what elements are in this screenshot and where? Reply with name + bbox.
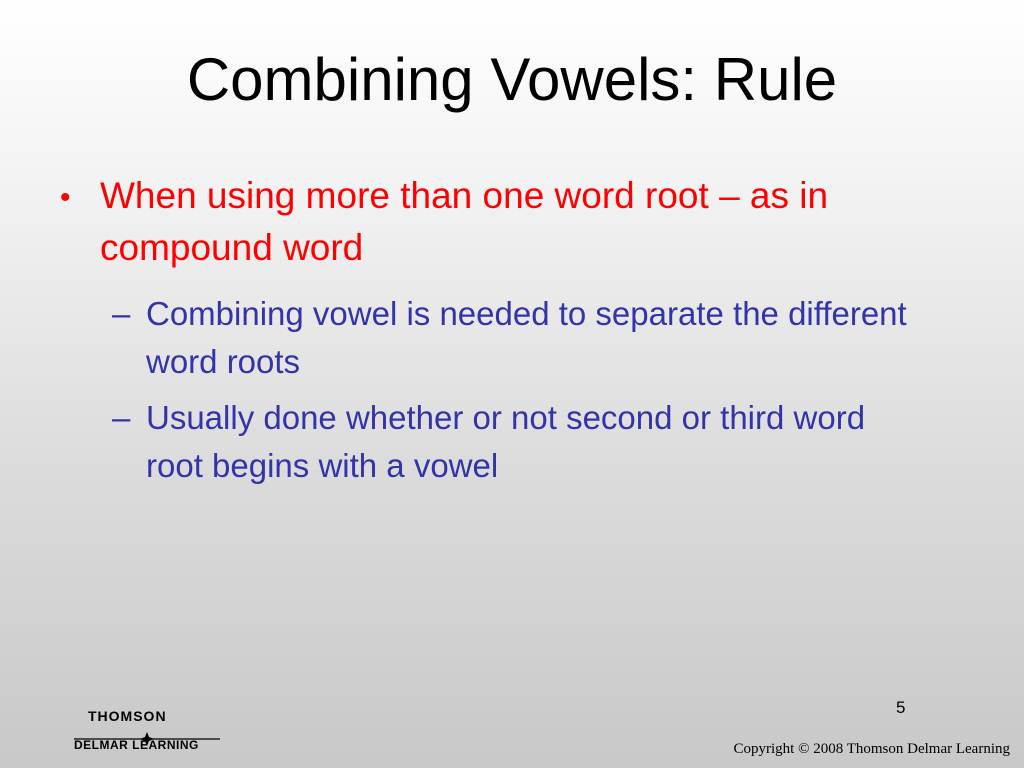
slide-title: Combining Vowels: Rule [186, 46, 838, 113]
bullet-marker: • [60, 181, 71, 214]
copyright-notice: Copyright © 2008 Thomson Delmar Learning [733, 741, 1010, 757]
thomson-delmar-logo [74, 708, 224, 756]
bullet-text: When using more than one word root – as in compound word [100, 175, 829, 268]
logo-top-text: THOMSON [88, 708, 167, 724]
sub-bullet-marker: – [112, 295, 131, 332]
sub-bullet-marker: – [112, 399, 131, 436]
sub-bullet-text: Combining vowel is needed to separate the different word roots [146, 295, 907, 380]
logo-bottom-text: DELMAR LEARNING [74, 738, 199, 752]
page-number: 5 [896, 698, 906, 717]
sub-bullet-text: Usually done whether or not second or third word root begins with a vowel [146, 399, 866, 484]
